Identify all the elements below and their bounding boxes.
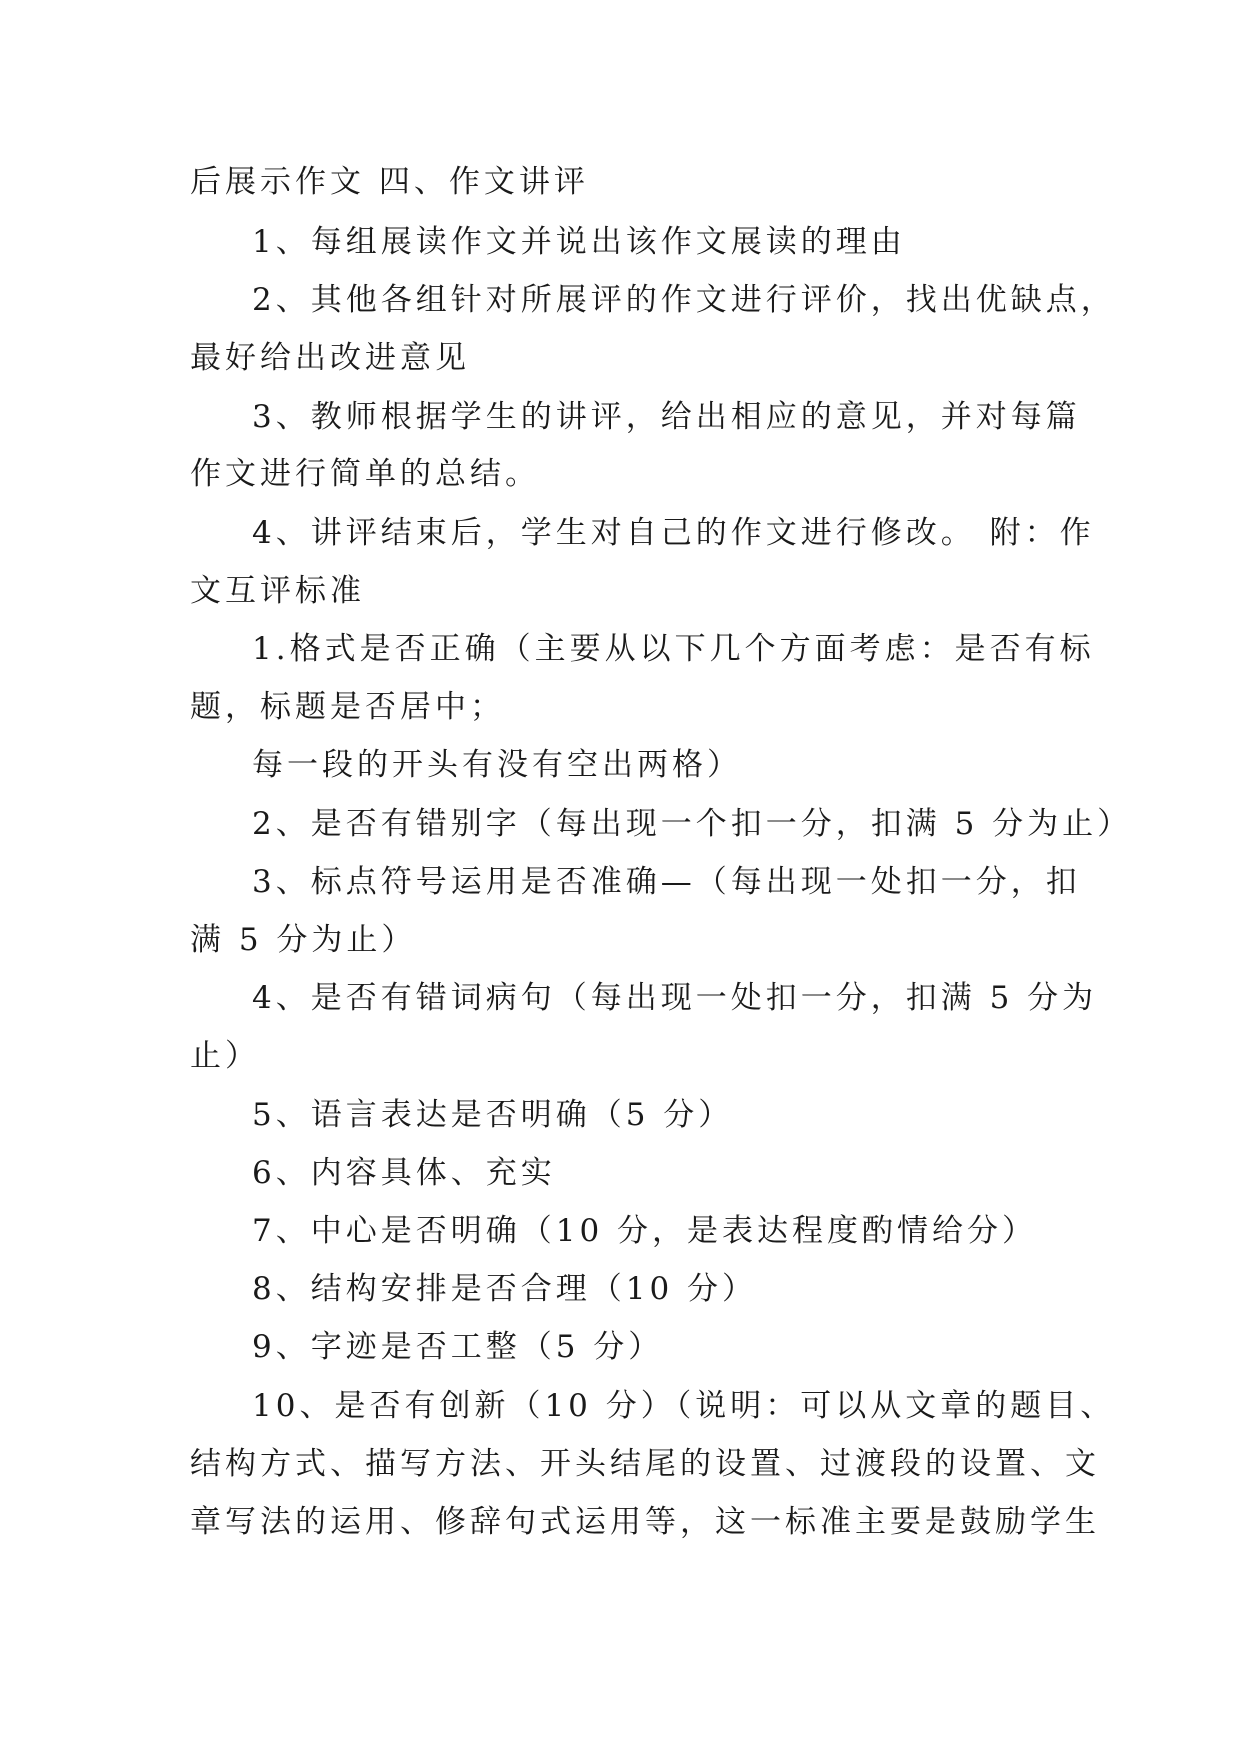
text-line: 每一段的开头有没有空出两格） <box>252 747 742 783</box>
text-line: 2、是否有错别字（每出现一个扣一分，扣满 5 分为止） <box>252 806 1133 842</box>
text-line: 3、标点符号运用是否准确—（每出现一处扣一分，扣 <box>252 864 1081 900</box>
text-line: 满 5 分为止） <box>190 922 417 958</box>
text-line: 8、结构安排是否合理（10 分） <box>252 1271 758 1307</box>
text-line: 后展示作文 四、作文讲评 <box>190 164 589 200</box>
text-line: 9、字迹是否工整（5 分） <box>252 1329 664 1365</box>
text-line: 结构方式、描写方法、开头结尾的设置、过渡段的设置、文 <box>190 1446 1100 1482</box>
text-line: 4、讲评结束后，学生对自己的作文进行修改。 附：作 <box>252 515 1095 551</box>
text-line: 3、教师根据学生的讲评，给出相应的意见，并对每篇 <box>252 399 1081 435</box>
text-line: 6、内容具体、充实 <box>252 1155 556 1191</box>
text-line: 止） <box>190 1038 260 1074</box>
text-line: 7、中心是否明确（10 分，是表达程度酌情给分） <box>252 1213 1038 1249</box>
text-line: 题，标题是否居中； <box>190 689 505 725</box>
text-line: 1.格式是否正确（主要从以下几个方面考虑：是否有标 <box>252 631 1095 667</box>
text-line: 章写法的运用、修辞句式运用等，这一标准主要是鼓励学生 <box>190 1504 1100 1540</box>
text-line: 5、语言表达是否明确（5 分） <box>252 1097 734 1133</box>
text-line: 1、每组展读作文并说出该作文展读的理由 <box>252 224 906 260</box>
text-line: 10、是否有创新（10 分）（说明：可以从文章的题目、 <box>252 1388 1116 1424</box>
text-line: 4、是否有错词病句（每出现一处扣一分，扣满 5 分为 <box>252 980 1098 1016</box>
text-line: 最好给出改进意见 <box>190 340 470 376</box>
text-line: 文互评标准 <box>190 573 365 609</box>
text-line: 作文进行简单的总结。 <box>190 456 540 492</box>
text-line: 2、其他各组针对所展评的作文进行评价，找出优缺点， <box>252 282 1116 318</box>
